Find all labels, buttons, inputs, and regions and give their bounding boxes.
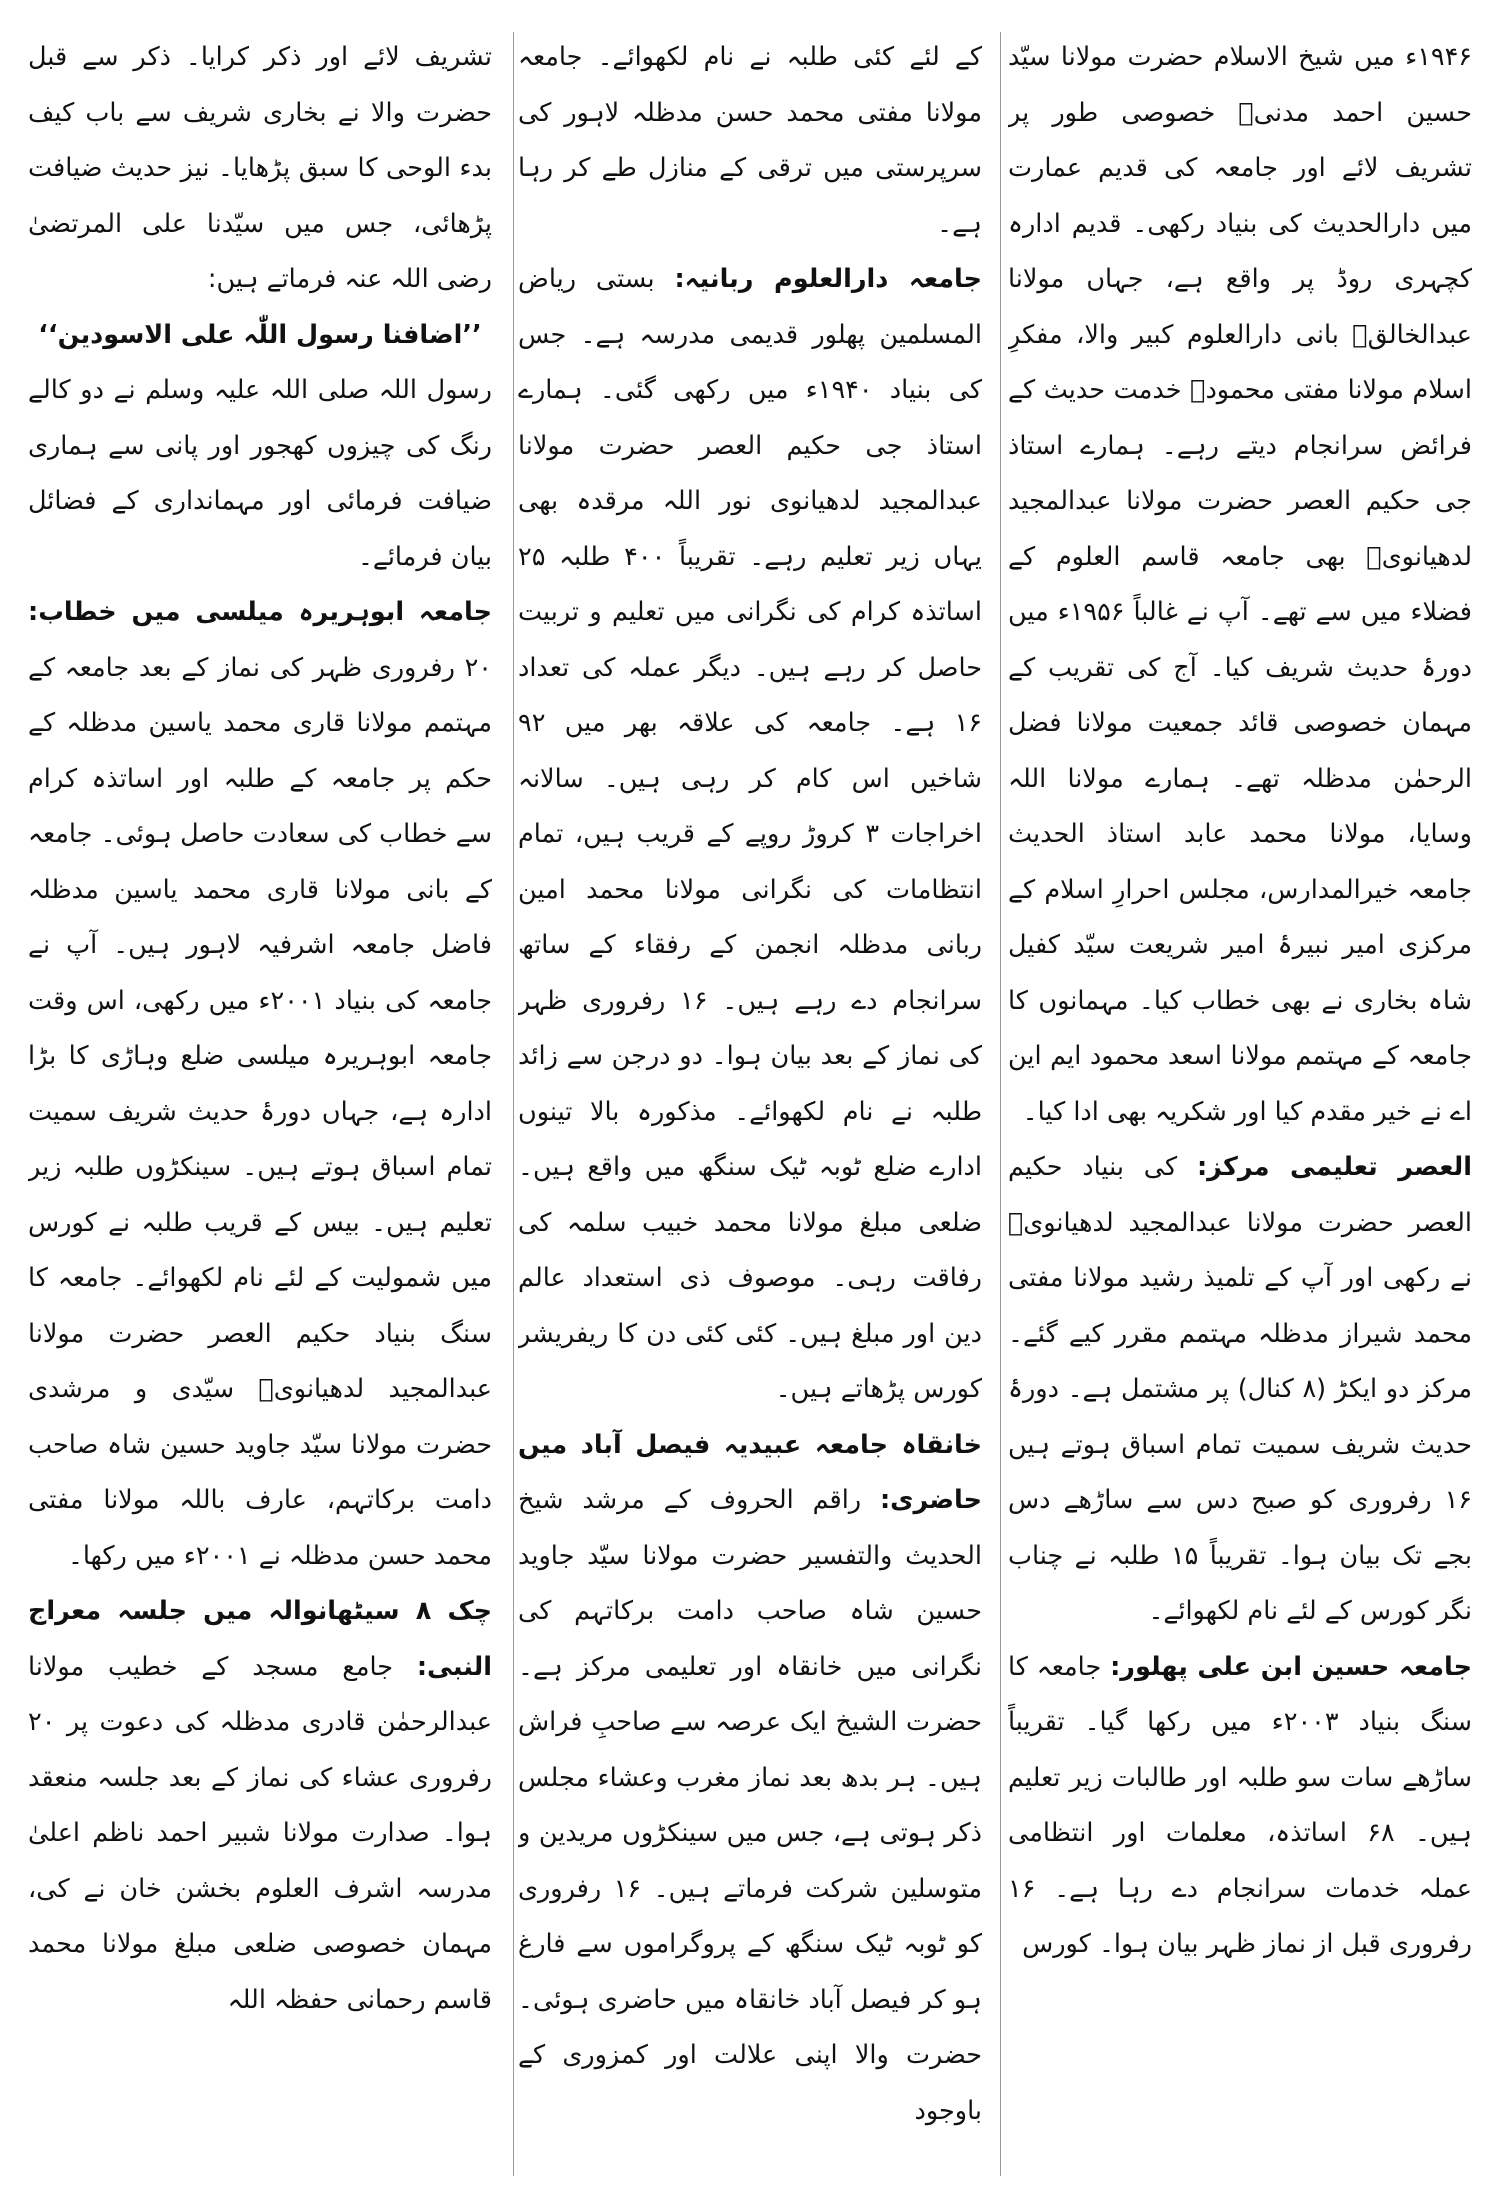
paragraph: ۱۹۴۶ء میں شیخ الاسلام حضرت مولانا سیّد حسین احمد مدنیؒ خصوصی طور پر تشریف لائے اور جامعہ کی قدیم عمارت میں دارالحدیث کی بنیاد رکھی۔ قدیم ادارہ کچہری روڈ پر واقع ہے، جہاں مولانا عبدالخالقؒ بانی دارالعلوم کبیر والا، مفکرِ اسلام مولانا مفتی محمودؒ خدمت حدیث کے فرائض سرانجام دیتے رہے۔ ہمارے استاذ جی حکیم العصر حضرت مولانا عبدالمجید لدھیانویؒ بھی جامعہ قاسم العلوم کے فضلاء میں سے تھے۔ آپ نے غالباً ۱۹۵۶ء میں دورۂ حدیث شریف کیا۔ آج کی تقریب کے مہمان خصوصی قائد جمعیت مولانا فضل الرحمٰن مدظلہ تھے۔ ہمارے مولانا اللہ وسایا، مولانا محمد عابد استاذ الحدیث جامعہ خیرالمدارس، مجلس احرارِ اسلام کے مرکزی امیر نبیرۂ امیر شریعت سیّد کفیل شاہ بخاری نے بھی خطاب کیا۔ مہمانوں کا جامعہ کے مہتمم مولانا اسعد محمود ایم این اے نے خیر مقدم کیا اور شکریہ بھی ادا کیا۔ (1008, 42, 1472, 1127)
section-heading: جامعہ ابوہریرہ میلسی میں خطاب: (28, 597, 492, 627)
section-heading: چک ۸ سیٹھانوالہ میں جلسہ معراج النبی: (28, 1596, 492, 1682)
paragraph-text: کی بنیاد حکیم العصر حضرت مولانا عبدالمجید لدھیانویؒ نے رکھی اور آپ کے تلمیذ رشید مولانا مفتی محمد شیراز مدظلہ مہتمم مقرر کیے گئے۔ مرکز دو ایکڑ (۸ کنال) پر مشتمل ہے۔ دورۂ حدیث شریف سمیت تمام اسباق ہوتے ہیں ۱۶ رفروری کو صبح دس سے ساڑھے دس بجے تک بیان ہوا۔ تقریباً ۱۵ طلبہ نے چناب نگر کورس کے لئے نام لکھوائے۔ (1008, 1152, 1472, 1626)
paragraph (28, 1584, 492, 2028)
column-middle (518, 30, 982, 2180)
paragraph-text: بستی ریاض المسلمین پھلور قدیمی مدرسہ ہے۔ جس کی بنیاد ۱۹۴۰ء میں رکھی گئی۔ ہمارے استاذ جی حکیم العصر حضرت مولانا عبدالمجید لدھیانوی نور اللہ مرقدہ بھی یہاں زیر تعلیم رہے۔ تقریباً ۴۰۰ طلبہ ۲۵ اساتذہ کرام کی نگرانی میں تعلیم و تربیت حاصل کر رہے ہیں۔ دیگر عملہ کی تعداد ۱۶ ہے۔ جامعہ کی علاقہ بھر میں ۹۲ شاخیں اس کام کر رہی ہیں۔ سالانہ اخراجات ۳ کروڑ روپے کے قریب ہیں، تمام انتظامات کی نگرانی مولانا محمد امین ربانی مدظلہ انجمن کے رفقاء کے ساتھ سرانجام دے رہے ہیں۔ ۱۶ رفروری ظہر کی نماز کے بعد بیان ہوا۔ دو درجن سے زائد طلبہ نے نام لکھوائے۔ مذکورہ بالا تینوں ادارے ضلع ٹوبہ ٹیک سنگھ میں واقع ہیں۔ ضلعی مبلغ مولانا محمد خبیب سلمہ کی رفاقت رہی۔ موصوف ذی استعداد عالم دین اور مبلغ ہیں۔ کئی کئی دن کا ریفریشر کورس پڑھاتے ہیں۔ (518, 264, 982, 1404)
section-heading: العصر تعلیمی مرکز: (1196, 1152, 1472, 1182)
column-left (28, 30, 492, 2180)
paragraph: تشریف لائے اور ذکر کرایا۔ ذکر سے قبل حضرت والا نے بخاری شریف سے باب کیف بدء الوحی کا سبق پڑھایا۔ نیز حدیث ضیافت پڑھائی، جس میں سیّدنا علی المرتضیٰ رضی اللہ عنہ فرماتے ہیں: (28, 42, 492, 294)
section-heading: جامعہ حسین ابن علی پھلور: (1110, 1651, 1472, 1682)
column-divider (513, 32, 514, 2176)
section-heading: خانقاہ جامعہ عبیدیہ فیصل آباد میں حاضری: (518, 1429, 982, 1515)
paragraph: کے لئے کئی طلبہ نے نام لکھوائے۔ جامعہ مولانا مفتی محمد حسن مدظلہ لاہور کی سرپرستی میں ترقی کے منازل طے کر رہا ہے۔ (518, 42, 982, 239)
paragraph-text: راقم الحروف کے مرشد شیخ الحدیث والتفسیر حضرت مولانا سیّد جاوید حسین شاہ صاحب دامت برکاتہم کی نگرانی میں خانقاہ اور تعلیمی مرکز ہے۔ حضرت الشیخ ایک عرصہ سے صاحبِ فراش ہیں۔ ہر بدھ بعد نماز مغرب وعشاء مجلس ذکر ہوتی ہے، جس میں سینکڑوں مریدین و متوسلین شرکت فرماتے ہیں۔ ۱۶ رفروری کو ٹوبہ ٹیک سنگھ کے پروگراموں سے فارغ ہو کر فیصل آباد خانقاہ میں حاضری ہوئی۔ حضرت والا اپنی علالت اور کمزوری کے باوجود (518, 1485, 982, 2126)
paragraph-text: ۲۰ رفروری ظہر کی نماز کے بعد جامعہ کے مہتمم مولانا قاری محمد یاسین مدظلہ کے حکم پر جامعہ کے طلبہ اور اساتذہ کرام سے خطاب کی سعادت حاصل ہوئی۔ جامعہ کے بانی مولانا قاری محمد یاسین مدظلہ فاضل جامعہ اشرفیہ لاہور ہیں۔ آپ نے جامعہ کی بنیاد ۲۰۰۱ء میں رکھی، اس وقت جامعہ ابوہریرہ میلسی ضلع وہاڑی کا بڑا ادارہ ہے، جہاں دورۂ حدیث شریف سمیت تمام اسباق ہوتے ہیں۔ سینکڑوں طلبہ زیر تعلیم ہیں۔ بیس کے قریب طلبہ نے کورس میں شمولیت کے لئے نام لکھوائے۔ جامعہ کا سنگ بنیاد حکیم العصر حضرت مولانا عبدالمجید لدھیانویؒ سیّدی و مرشدی حضرت مولانا سیّد جاوید حسین شاہ صاحب دامت برکاتہم، عارف باللہ مولانا مفتی محمد حسن مدظلہ نے ۲۰۰۱ء میں رکھا۔ (28, 652, 492, 1571)
paragraph (1008, 1640, 1472, 1973)
paragraph (518, 1418, 982, 2140)
paragraph (28, 585, 492, 1584)
paragraph (518, 252, 982, 1418)
arabic-quote: ’’اضافنا رسول اللّٰہ علی الاسودین‘‘ (38, 319, 482, 350)
column-divider (1000, 32, 1001, 2176)
paragraph: رسول اللہ صلی اللہ علیہ وسلم نے دو کالے رنگ کی چیزوں کھجور اور پانی سے ہماری ضیافت فرمائی اور مہمانداری کے فضائل بیان فرمائے۔ (28, 375, 492, 572)
paragraph (1008, 1140, 1472, 1640)
column-right (1008, 30, 1472, 2180)
section-heading: جامعہ دارالعلوم ربانیہ: (674, 264, 982, 294)
paragraph-text: جامع مسجد کے خطیب مولانا عبدالرحمٰن قادری مدظلہ کی دعوت پر ۲۰ رفروری عشاء کی نماز کے بعد جلسہ منعقد ہوا۔ صدارت مولانا شبیر احمد ناظم اعلیٰ مدرسہ اشرف العلوم بخشن خان نے کی، مہمان خصوصی ضلعی مبلغ مولانا محمد قاسم رحمانی حفظہ اللہ (28, 1651, 492, 2015)
paragraph-text: جامعہ کا سنگ بنیاد ۲۰۰۳ء میں رکھا گیا۔ تقریباً ساڑھے سات سو طلبہ اور طالبات زیر تعلیم ہیں۔ ۶۸ اساتذہ، معلمات اور انتظامی عملہ خدمات سرانجام دے رہا ہے۔ ۱۶ رفروری قبل از نماز ظہر بیان ہوا۔ کورس (1008, 1651, 1472, 1959)
